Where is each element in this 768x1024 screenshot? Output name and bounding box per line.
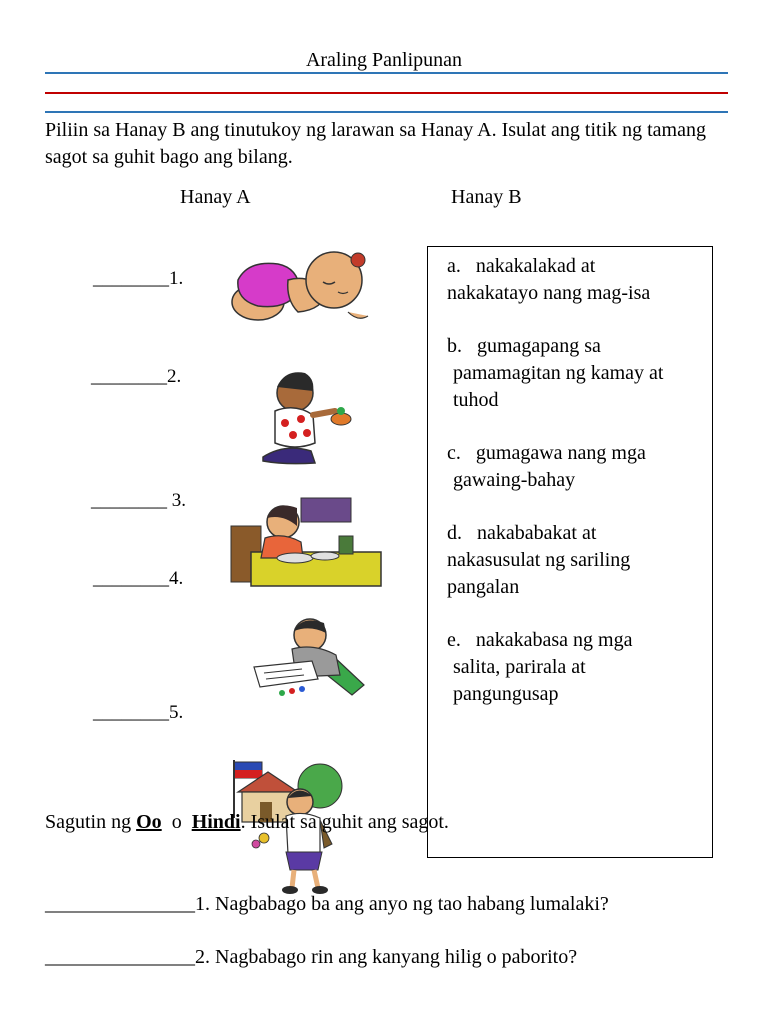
answer-oo: Oo — [136, 811, 162, 833]
question-1[interactable]: _______________1. Nagbabago ba ang anyo ng tao habang lumalaki? — [45, 893, 609, 915]
hanay-b-item-e — [447, 627, 717, 708]
part2-suffix: . Isulat sa guhit ang sagot. — [240, 811, 449, 833]
question-2[interactable]: _______________2. Nagbabago rin ang kanyang hilig o paborito? — [45, 946, 578, 968]
boy-writing-icon — [252, 615, 367, 700]
item-text-rest: salita, parirala at pangungusap — [453, 656, 586, 705]
part2-prefix: Sagutin ng — [45, 811, 137, 833]
item-text-rest: gawaing-bahay — [453, 469, 576, 491]
answer-hindi: Hindi — [191, 811, 241, 833]
girl-washing-dishes-icon — [231, 496, 381, 586]
item-letter: c. — [447, 442, 461, 464]
hanay-a-heading: Hanay A — [180, 186, 251, 208]
hanay-b-item-b — [447, 333, 717, 414]
hanay-b-heading: Hanay B — [451, 186, 522, 208]
item-text-line1: gumagapang sa — [477, 335, 601, 357]
hanay-b-item-d — [447, 520, 717, 601]
part2-instruction — [45, 811, 449, 834]
item-text-line1: nakababakat at — [477, 522, 597, 544]
answer-blank-5[interactable]: ________5. — [93, 702, 184, 723]
answer-blank-1[interactable]: ________1. — [93, 268, 184, 289]
item-letter: d. — [447, 522, 462, 544]
answer-blank-3[interactable]: ________ 3. — [91, 490, 186, 511]
hanay-b-item-c — [447, 440, 717, 494]
item-text-line1: gumagawa nang mga — [475, 442, 646, 464]
rule-red — [45, 92, 728, 94]
instruction: Piliin sa Hanay B ang tinutukoy ng larawan sa Hanay A. Isulat ang titik ng tamang sagot sa guhit bago ang bilang. — [45, 119, 706, 168]
item-text-line1: nakakabasa ng mga — [475, 629, 633, 651]
page-title: Araling Panlipunan — [305, 49, 463, 71]
part2-or: o — [161, 811, 192, 833]
sleeping-baby-icon — [228, 240, 373, 328]
item-text-rest: pamamagitan ng kamay at tuhod — [453, 362, 664, 411]
item-letter: b. — [447, 335, 462, 357]
hanay-b-item-a — [447, 253, 717, 307]
item-text-line1: nakakalakad at — [475, 255, 596, 277]
item-text-rest: nakakatayo nang mag-isa — [447, 282, 651, 304]
item-text-rest: nakasusulat ng sariling pangalan — [447, 549, 631, 598]
item-letter: e. — [447, 629, 461, 651]
answer-blank-2[interactable]: ________2. — [91, 366, 182, 387]
rule-blue-top — [45, 72, 728, 74]
crawling-toddler-icon — [255, 365, 355, 467]
hanay-b-box — [427, 246, 713, 858]
item-letter: a. — [447, 255, 461, 277]
rule-blue-bottom — [45, 111, 728, 113]
answer-blank-4[interactable]: ________4. — [93, 568, 184, 589]
